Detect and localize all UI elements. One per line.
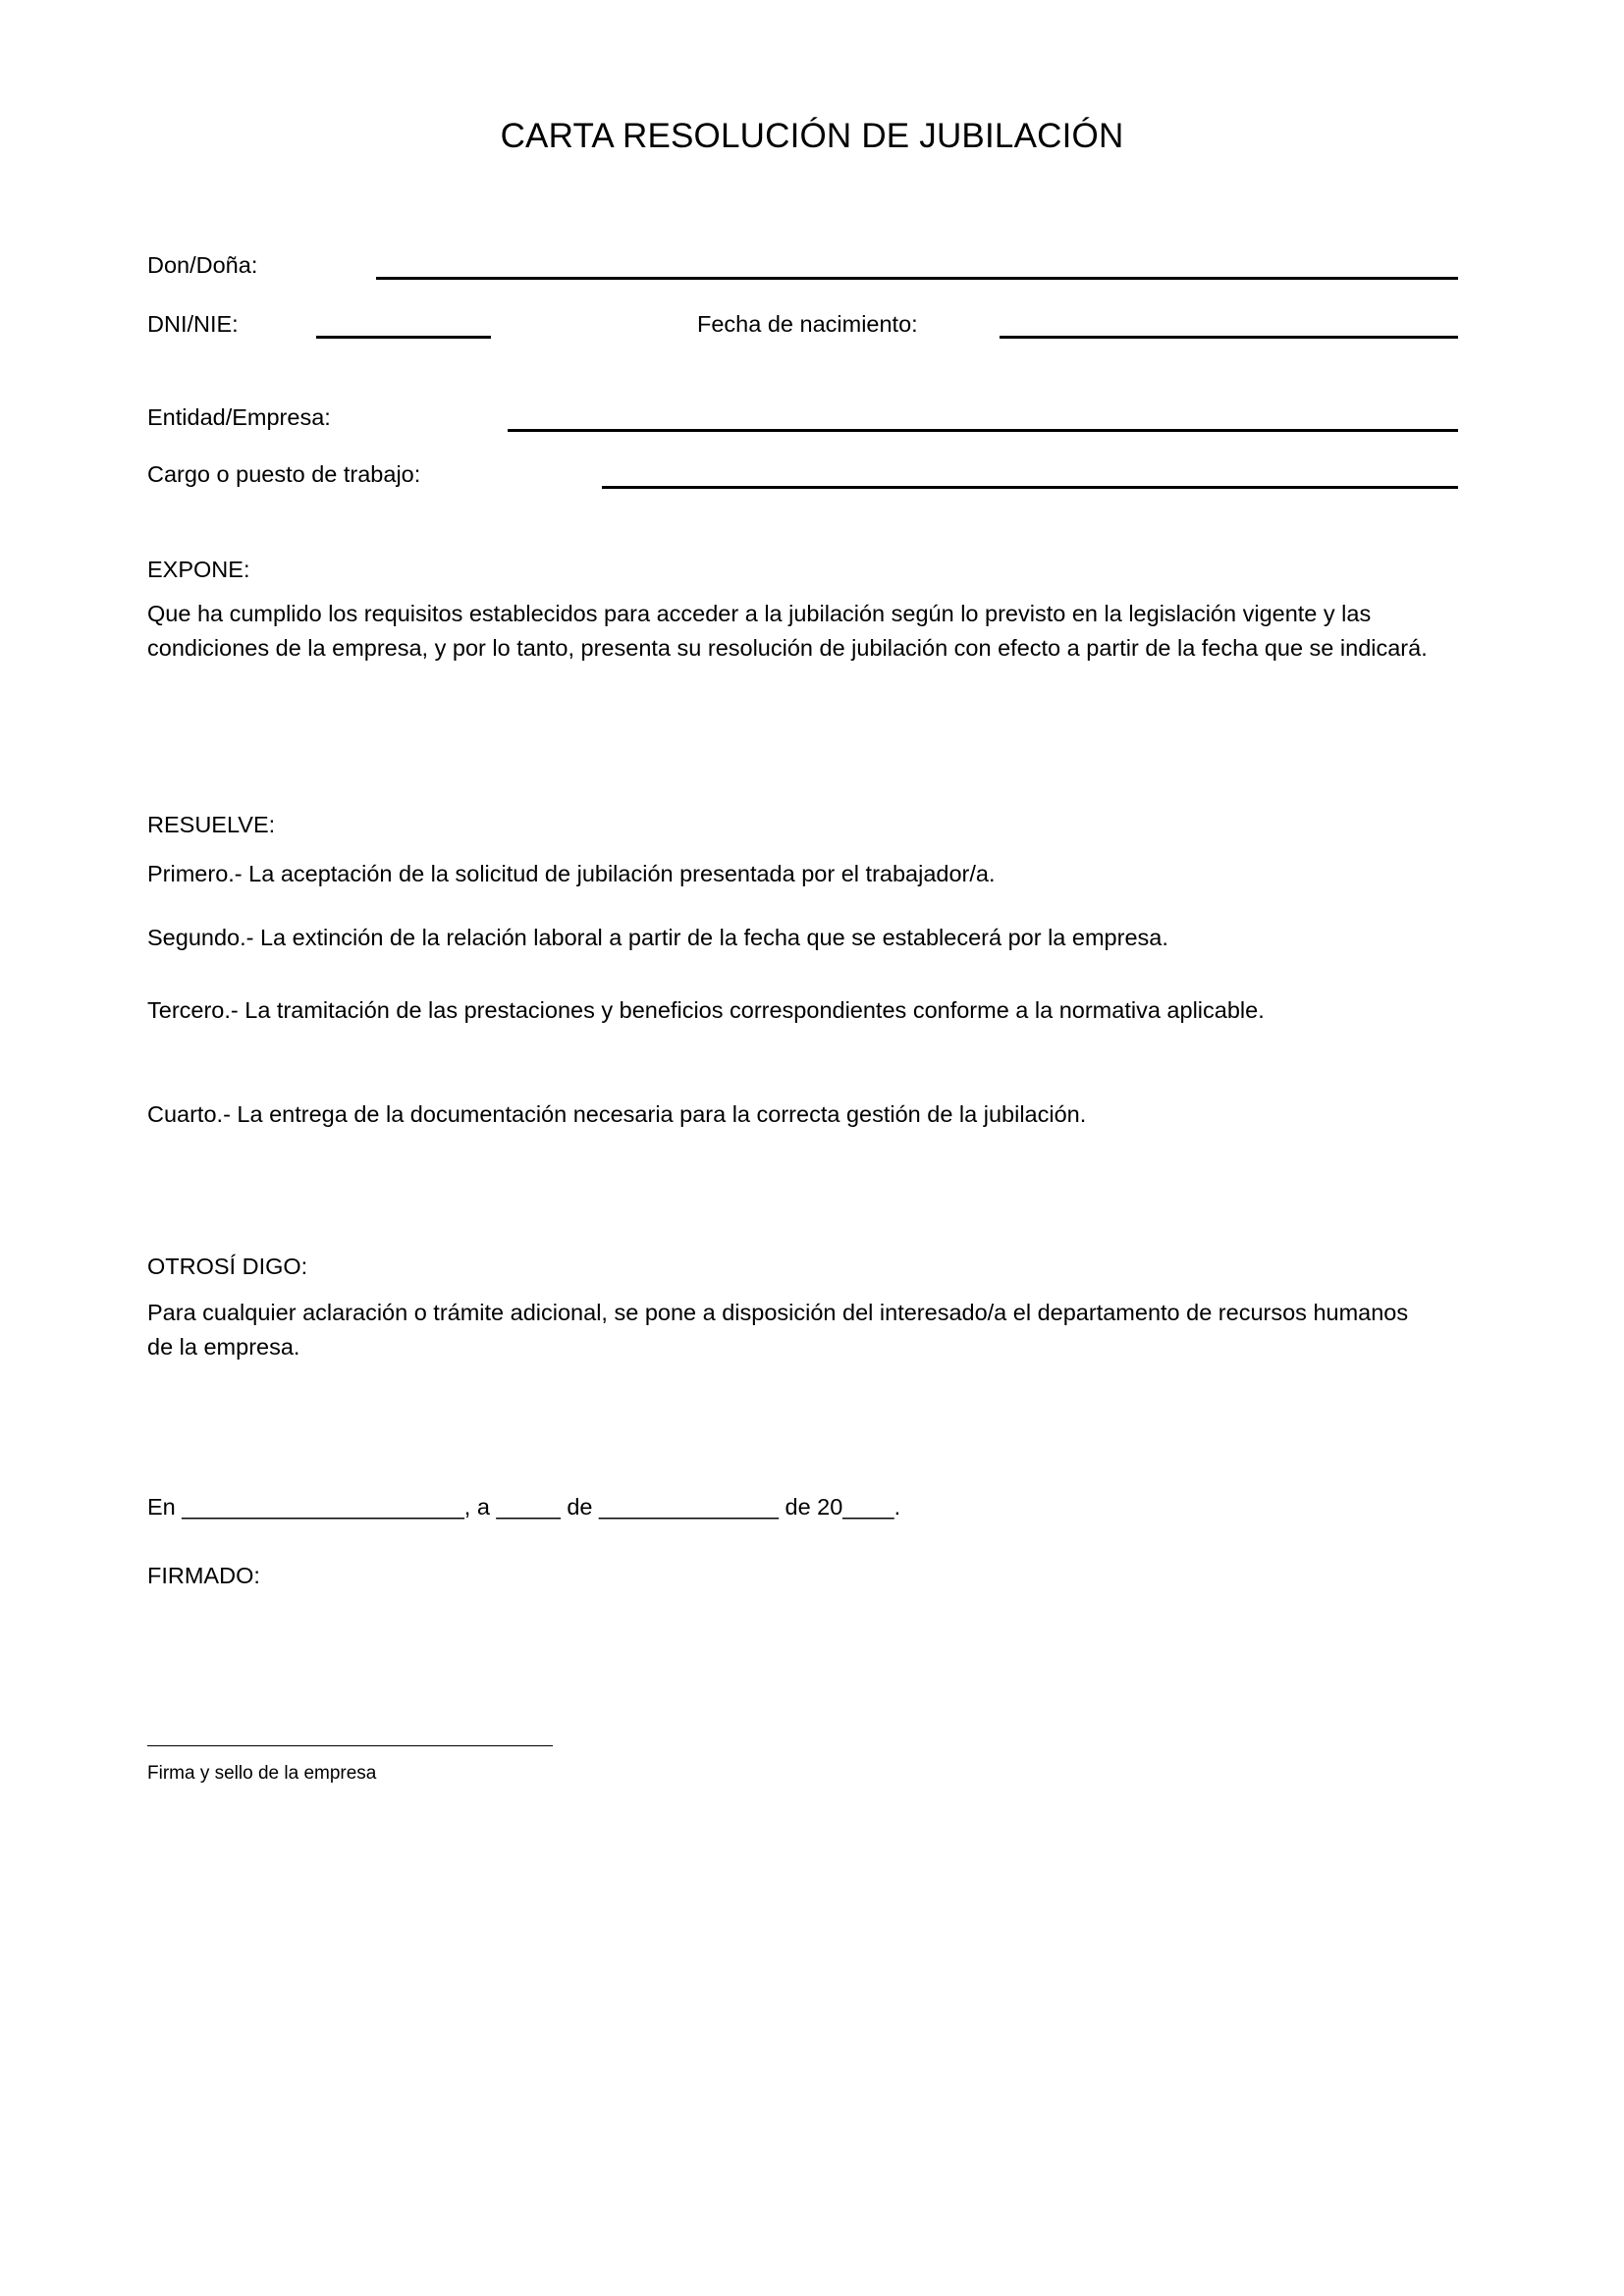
field-row-dni	[147, 309, 1483, 343]
nombre-label: Don/Doña:	[147, 252, 258, 278]
resuelve-item-tercero	[147, 993, 1429, 1028]
otrosi-paragraph: Para cualquier aclaración o trámite adicional, se pone a disposición del interesado/a el departamento de recursos humanos de la empresa.	[147, 1300, 1409, 1360]
nombre-input-rule[interactable]	[376, 277, 1458, 280]
field-row-nombre	[147, 250, 1483, 284]
fecha-nacimiento-input-rule[interactable]	[1000, 336, 1458, 339]
field-row-cargo	[147, 459, 1483, 493]
resuelve-item-text: Tercero.- La tramitación de las prestaciones y beneficios correspondientes conforme a la normativa aplicable.	[147, 997, 1265, 1023]
cargo-input-rule[interactable]	[602, 486, 1458, 489]
expone-paragraph: Que ha cumplido los requisitos establecidos para acceder a la jubilación según lo previsto en la legislación vigente y las condiciones de la empresa, y por lo tanto, presenta su resolución de jubilación con efecto a partir de la fecha que se indicará.	[147, 601, 1428, 661]
page-title: CARTA RESOLUCIÓN DE JUBILACIÓN	[500, 117, 1124, 155]
fecha-nacimiento-label: Fecha de nacimiento:	[697, 311, 918, 337]
resuelve-heading: RESUELVE:	[147, 812, 276, 837]
expone-body	[147, 597, 1448, 666]
field-row-entidad	[147, 402, 1483, 436]
entidad-label: Entidad/Empresa:	[147, 404, 331, 430]
dni-label: DNI/NIE:	[147, 311, 239, 337]
signature-caption: Firma y sello de la empresa	[147, 1763, 377, 1784]
resuelve-item-cuarto	[147, 1097, 1453, 1132]
expone-heading: EXPONE:	[147, 557, 250, 582]
entidad-input-rule[interactable]	[508, 429, 1458, 432]
resuelve-item-primero	[147, 857, 1453, 891]
signature-rule[interactable]	[147, 1745, 553, 1746]
otrosi-heading: OTROSÍ DIGO:	[147, 1254, 308, 1279]
dni-input-rule[interactable]	[316, 336, 491, 339]
resuelve-item-text: Segundo.- La extinción de la relación laboral a partir de la fecha que se establecerá por la empresa.	[147, 925, 1168, 950]
cargo-label: Cargo o puesto de trabajo:	[147, 461, 421, 487]
resuelve-item-text: Cuarto.- La entrega de la documentación necesaria para la correcta gestión de la jubilación.	[147, 1101, 1087, 1127]
place-and-date-line[interactable]: En ______________________, a _____ de ______________ de 20____.	[147, 1494, 901, 1520]
firmado-label: FIRMADO:	[147, 1563, 260, 1588]
resuelve-item-segundo	[147, 921, 1453, 955]
otrosi-body	[147, 1296, 1434, 1364]
resuelve-item-text: Primero.- La aceptación de la solicitud de jubilación presentada por el trabajador/a.	[147, 861, 996, 886]
